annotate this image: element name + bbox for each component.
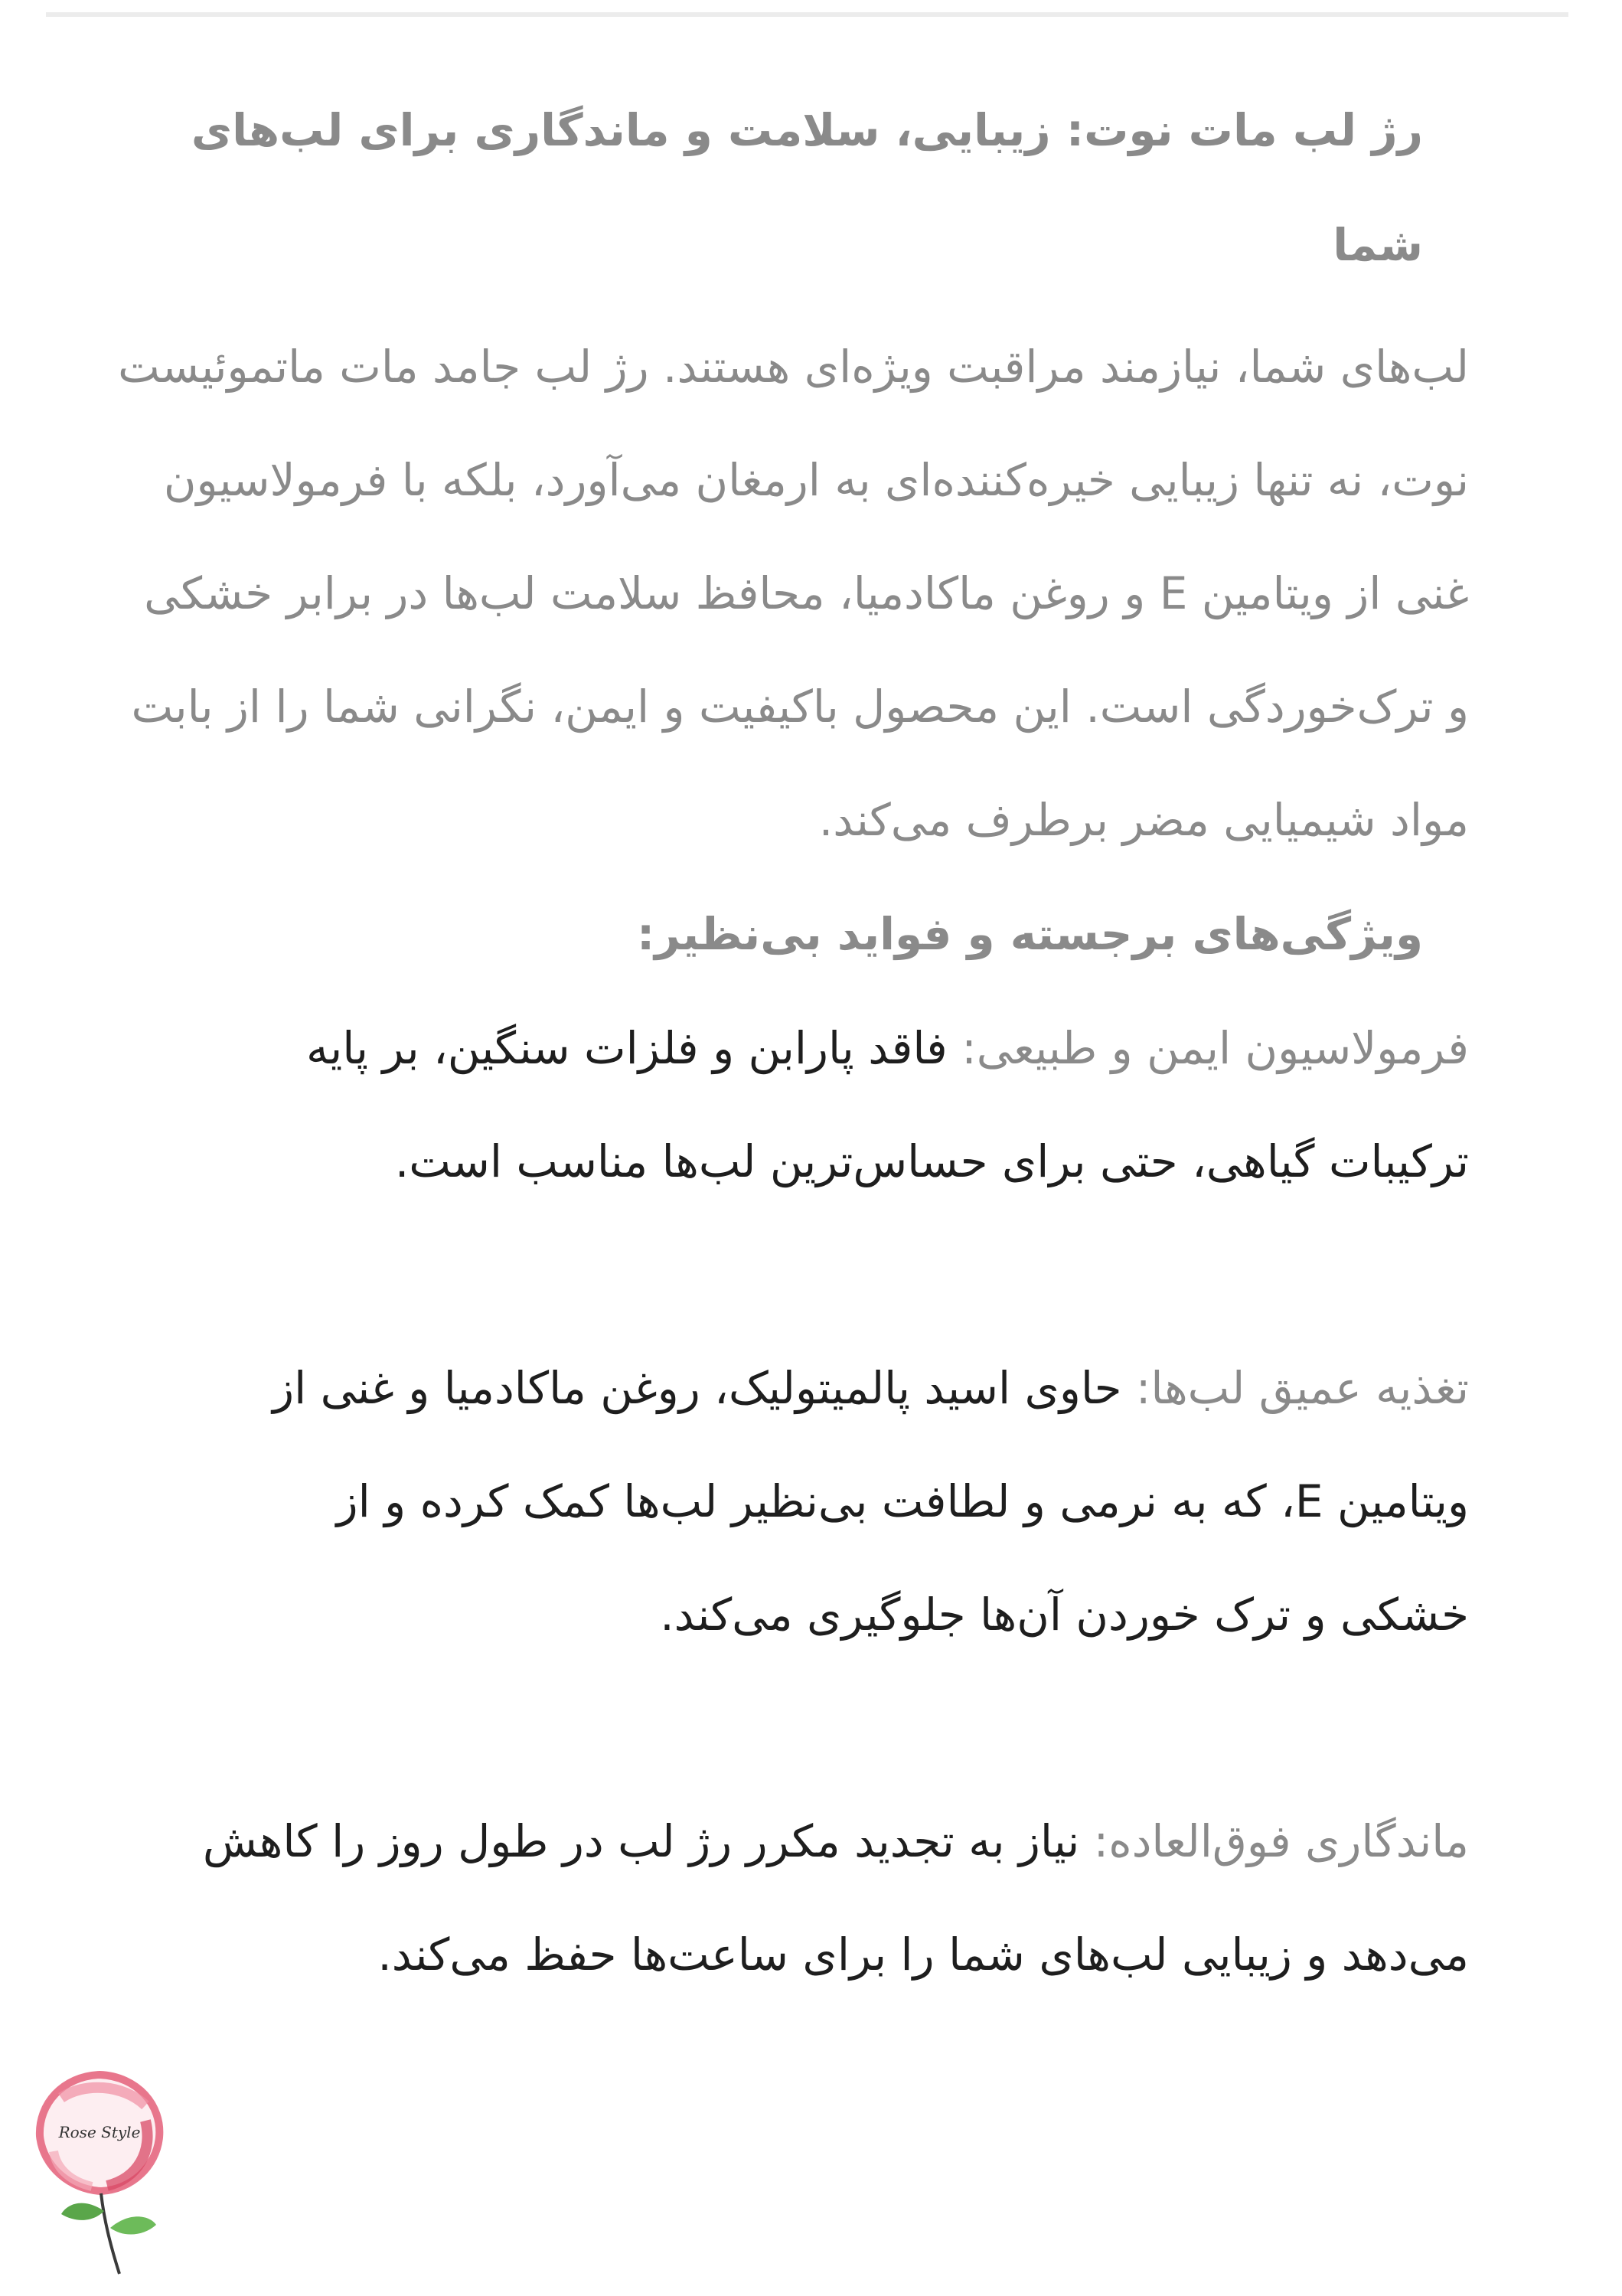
rose-icon	[38, 2071, 161, 2193]
feature-text: حاوی اسید پالمیتولیک، روغن ماکادمیا و غنی از ویتامین E، که به نرمی و لطافت بی‌نظیر لب‌ها کمک کرده و از خشکی و ترک خوردن آن‌ها جلوگیری می‌کند.	[273, 1362, 1469, 1641]
feature-text: فاقد پارابن و فلزات سنگین، بر پایه ترکیبات گیاهی، حتی برای حساس‌ترین لب‌ها مناسب است.	[306, 1022, 1469, 1187]
article	[76, 73, 1469, 2011]
article-title: رژ لب مات نوت: زیبایی، سلامت و ماندگاری برای لب‌های شما	[191, 104, 1423, 271]
rose-style-logo	[31, 2067, 168, 2281]
feature-item	[198, 1331, 1469, 1671]
feature-text: نیاز به تجدید مکرر رژ لب در طول روز را کاهش می‌دهد و زیبایی لب‌های شما را برای ساعت‌ها حفظ می‌کند.	[202, 1815, 1469, 1981]
feature-label: فرمولاسیون ایمن و طبیعی:	[961, 1022, 1469, 1074]
svg-text:Rose Style: Rose Style	[58, 2123, 141, 2141]
feature-item	[198, 1785, 1469, 2011]
leaf-icon	[61, 2193, 156, 2274]
article-intro: لب‌های شما، نیازمند مراقبت ویژه‌ای هستند. رژ لب جامد مات ماتموئیست نوت، نه تنها زیبایی خیره‌کننده‌ای به ارمغان می‌آورد، بلکه با فرمولاسیون غنی از ویتامین E و روغن ماکادمیا، محافظ سلامت لب‌ها در برابر خشکی و ترک‌خوردگی است. این محصول باکیفیت و ایمن، نگرانی شما را از بابت مواد شیمیایی مضر برطرف می‌کند.	[118, 341, 1469, 846]
features-heading: ویژگی‌های برجسته و فواید بی‌نظیر:	[636, 908, 1423, 960]
feature-label: ماندگاری فوق‌العاده:	[1093, 1815, 1469, 1867]
feature-label: تغذیه عمیق لب‌ها:	[1135, 1362, 1469, 1414]
feature-item	[198, 991, 1469, 1218]
top-divider	[46, 12, 1568, 17]
